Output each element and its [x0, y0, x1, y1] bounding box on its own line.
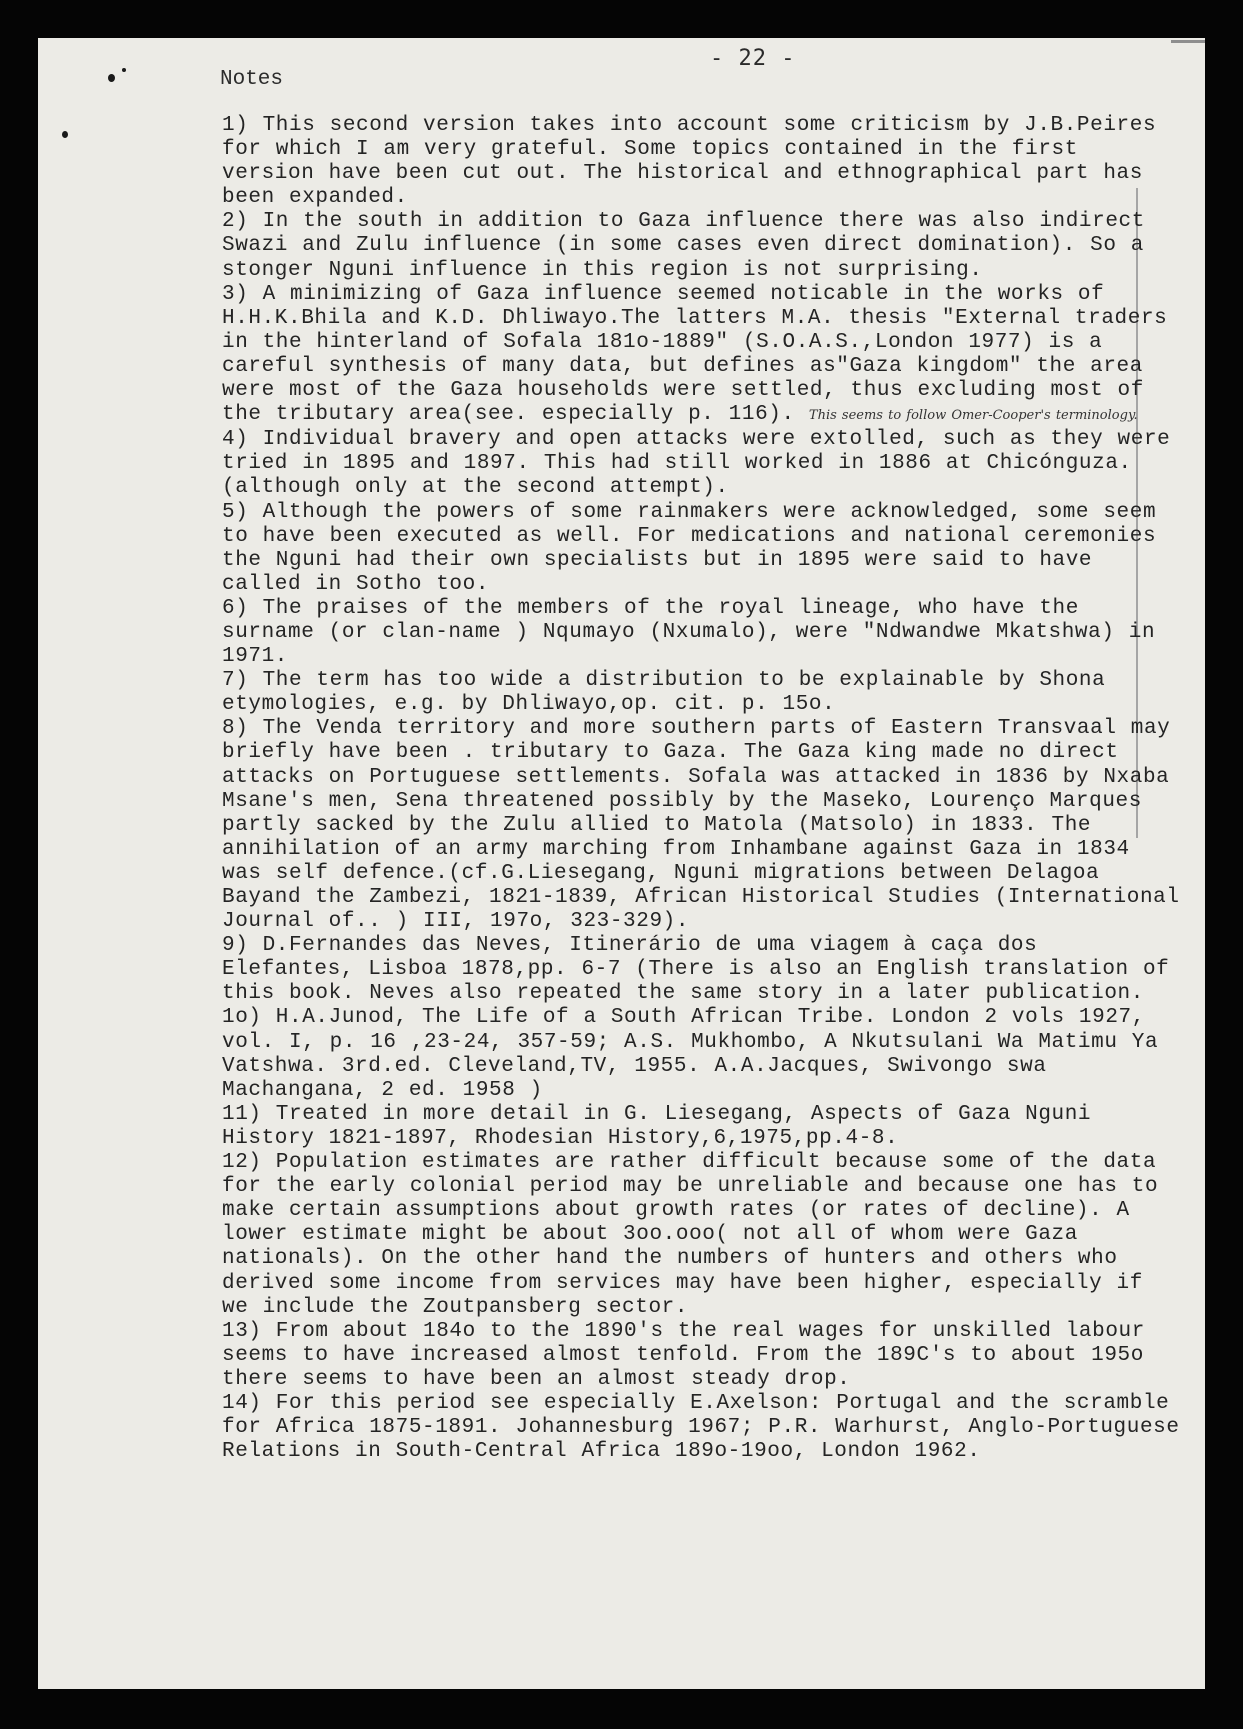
notes-list [222, 114, 1182, 1464]
note-3-text: 3) A minimizing of Gaza influence seemed noticable in the works of H.H.K.Bhila and K.D. Dhliwayo.The latters M.A. thesis "External traders in the hinterland of Sofala 181o-1889" (S.O.A.S.,London 1977) is a careful synthesis of many data, but defines as"Gaza kingdom" the area were most of the Gaza households were settled, thus excluding most of the tributary area(see. especially p. 116). [222, 282, 1168, 427]
document-page [38, 38, 1205, 1689]
note-9: 9) D.Fernandes das Neves, Itinerário de uma viagem à caça dos Elefantes, Lisboa 1878,pp. 6-7 (There is also an English translation of this book. Neves also repeated the same story in a later publication. [222, 934, 1170, 1006]
notes-heading: Notes [220, 68, 284, 91]
note-1: 1) This second version takes into account some criticism by J.B.Peires for which I am very grateful. Some topics contained in the first version have been cut out. The historical and ethnographical part has been expanded. [222, 114, 1157, 210]
note-2: 2) In the south in addition to Gaza influence there was also indirect Swazi and Zulu influence (in some cases even direct domination). So a stonger Nguni influence in this region is not surprising. [222, 210, 1145, 282]
corner-mark [1171, 40, 1205, 43]
note-12: 12) Population estimates are rather difficult because some of the data for the early colonial period may be unreliable and because one has to make certain assumptions about growth rates (or rates of decline). A lower estimate might be about 3oo.ooo( not all of whom were Gaza nationals). On the other hand the numbers of hunters and others who derived some income from services may have been higher, especially if we include the Zoutpansberg sector. [222, 1151, 1159, 1319]
note-3-handwritten-annotation: This seems to follow Omer-Cooper's terminology. [808, 408, 1138, 424]
note-8: 8) The Venda territory and more southern parts of Eastern Transvaal may briefly have been . tributary to Gaza. The Gaza king made no direct attacks on Portuguese settlements. Sofala was attacked in 1836 by Nxaba Msane's men, Sena threatened possibly by the Maseko, Lourenço Marques partly sacked by the Zulu allied to Matola (Matsolo) in 1833. The annihilation of an army marching from Inhambane against Gaza in 1834 was self defence.(cf.G.Liesegang, Nguni migrations between Delagoa Bayand the Zambezi, 1821-1839, African Historical Studies (International Journal of.. ) III, 197o, 323-329). [222, 717, 1180, 934]
punch-hole-middle [62, 131, 68, 138]
note-3 [222, 283, 1182, 429]
note-4: 4) Individual bravery and open attacks were extolled, such as they were tried in 1895 and 1897. This had still worked in 1886 at Chicónguza.(although only at the second attempt). [222, 428, 1171, 500]
note-10: 1o) H.A.Junod, The Life of a South African Tribe. London 2 vols 1927, vol. I, p. 16 ,23-24, 357-59; A.S. Mukhombo, A Nkutsulani Wa Matimu Ya Vatshwa. 3rd.ed. Cleveland,TV, 1955. A.A.Jacques, Swivongo swa Machangana, 2 ed. 1958 ) [222, 1006, 1159, 1102]
note-11: 11) Treated in more detail in G. Liesegang, Aspects of Gaza Nguni History 1821-1897, Rhodesian History,6,1975,pp.4-8. [222, 1102, 1092, 1150]
note-6: 6) The praises of the members of the royal lineage, who have the surname (or clan-name ) Nqumayo (Nxumalo), were "Ndwandwe Mkatshwa) in 1971. [222, 596, 1156, 669]
punch-hole-top [108, 74, 115, 82]
note-14: 14) For this period see especially E.Axelson: Portugal and the scramble for Africa 1875-1891. Johannesburg 1967; P.R. Warhurst, Anglo-Portuguese Relations in South-Central Africa 189o-19oo, London 1962. [222, 1391, 1180, 1464]
punch-hole-upper [122, 68, 126, 72]
note-5: 5) Although the powers of some rainmakers were acknowledged, some seem to have been executed as well. For medications and national ceremonies the Nguni had their own specialists but in 1895 were said to have called in Sotho too. [222, 500, 1157, 596]
note-13: 13) From about 184o to the 1890's the real wages for unskilled labour seems to have increased almost tenfold. From the 189C's to about 195o there seems to have been an almost steady drop. [222, 1319, 1145, 1391]
page-number: - 22 - [710, 46, 796, 71]
note-7: 7) The term has too wide a distribution to be explainable by Shona etymologies, e.g. by Dhliwayo,op. cit. p. 15o. [222, 669, 1106, 717]
